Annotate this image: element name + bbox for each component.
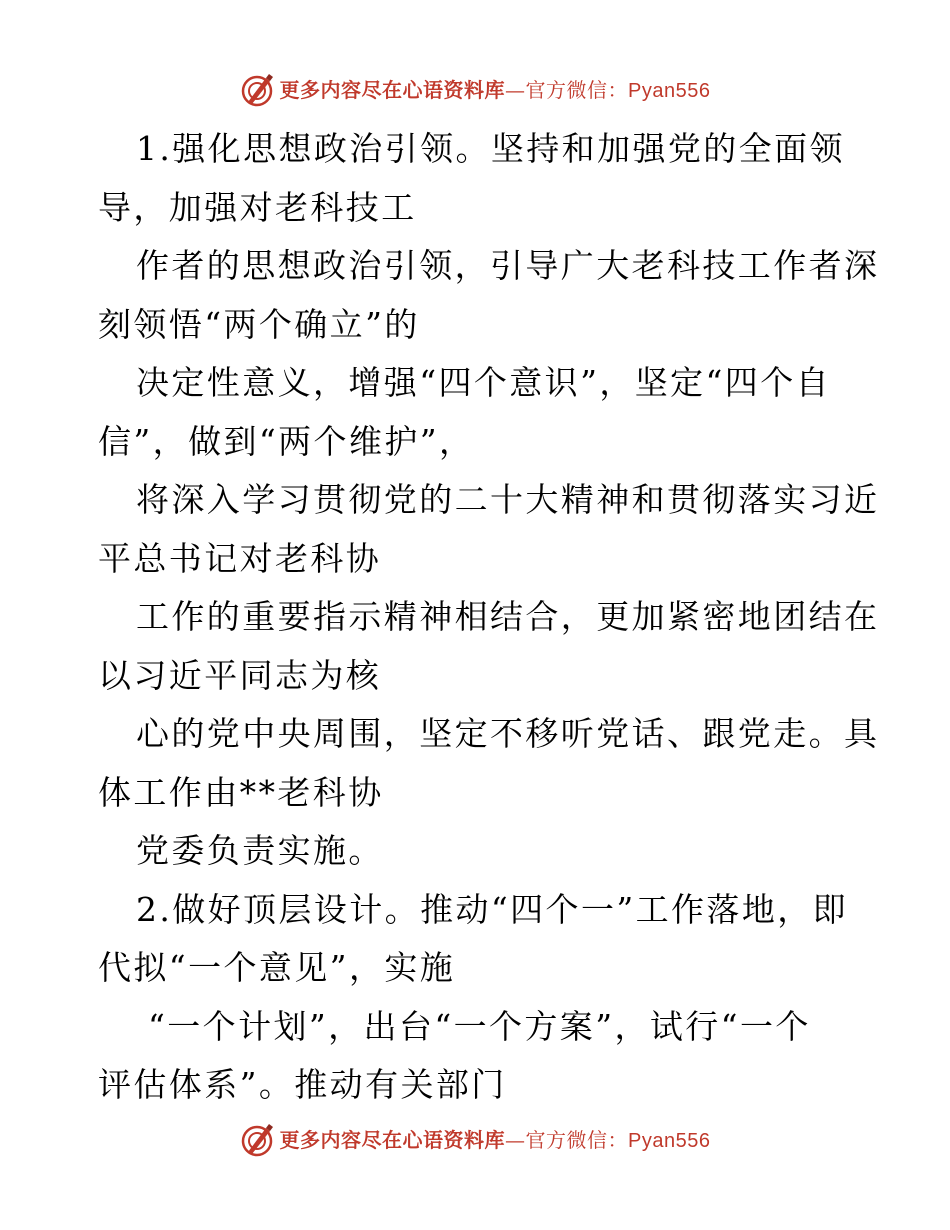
watermark-official: 官方微信： xyxy=(525,77,629,102)
watermark-separator: — xyxy=(505,1127,526,1152)
text-line: 以习近平同志为核 xyxy=(98,655,382,695)
text-line: 体工作由**老科协 xyxy=(98,772,384,812)
text-line: 心的党中央周围，坚定不移听党话、跟党走。具 xyxy=(136,714,880,753)
watermark-text xyxy=(280,1128,711,1153)
text-line: 刻领悟“两个确立”的 xyxy=(98,304,420,344)
watermark-wechat-id: Pyan556 xyxy=(628,1129,711,1152)
watermark-text xyxy=(280,78,711,103)
text-line: 导，加强对老科技工 xyxy=(98,187,417,227)
watermark-main: 更多内容尽在心语资料库 xyxy=(279,1127,506,1152)
text-line: 党委负责实施。 xyxy=(136,831,384,870)
text-line: 代拟“一个意见”，实施 xyxy=(98,948,456,987)
text-line: 评估体系”。推动有关部门 xyxy=(98,1065,507,1104)
footer-watermark xyxy=(0,1120,950,1160)
header-watermark xyxy=(0,70,950,110)
text-line: 将深入学习贯彻党的二十大精神和贯彻落实习近 xyxy=(136,480,880,519)
text-line: 2.做好顶层设计。推动“四个一”工作落地，即 xyxy=(136,889,849,929)
text-line: 作者的思想政治引领，引导广大老科技工作者深 xyxy=(136,246,880,285)
text-line: 工作的重要指示精神相结合，更加紧密地团结在 xyxy=(136,597,880,636)
text-line: 1.强化思想政治引领。坚持和加强党的全面领 xyxy=(136,129,845,168)
document-body xyxy=(98,120,880,1115)
watermark-wechat-id: Pyan556 xyxy=(628,79,711,102)
text-line: 信”，做到“两个维护”， xyxy=(98,421,475,461)
watermark-official: 官方微信： xyxy=(525,1127,629,1152)
text-line: 决定性意义，增强“四个意识”，坚定“四个自 xyxy=(136,363,832,402)
watermark-separator: — xyxy=(505,77,526,102)
watermark-main: 更多内容尽在心语资料库 xyxy=(279,77,506,102)
text-line: “一个计划”，出台“一个方案”，试行“一个 xyxy=(148,1006,811,1046)
text-line: 平总书记对老科协 xyxy=(98,538,382,578)
pen-logo-icon xyxy=(240,72,276,108)
pen-logo-icon xyxy=(240,1122,276,1158)
